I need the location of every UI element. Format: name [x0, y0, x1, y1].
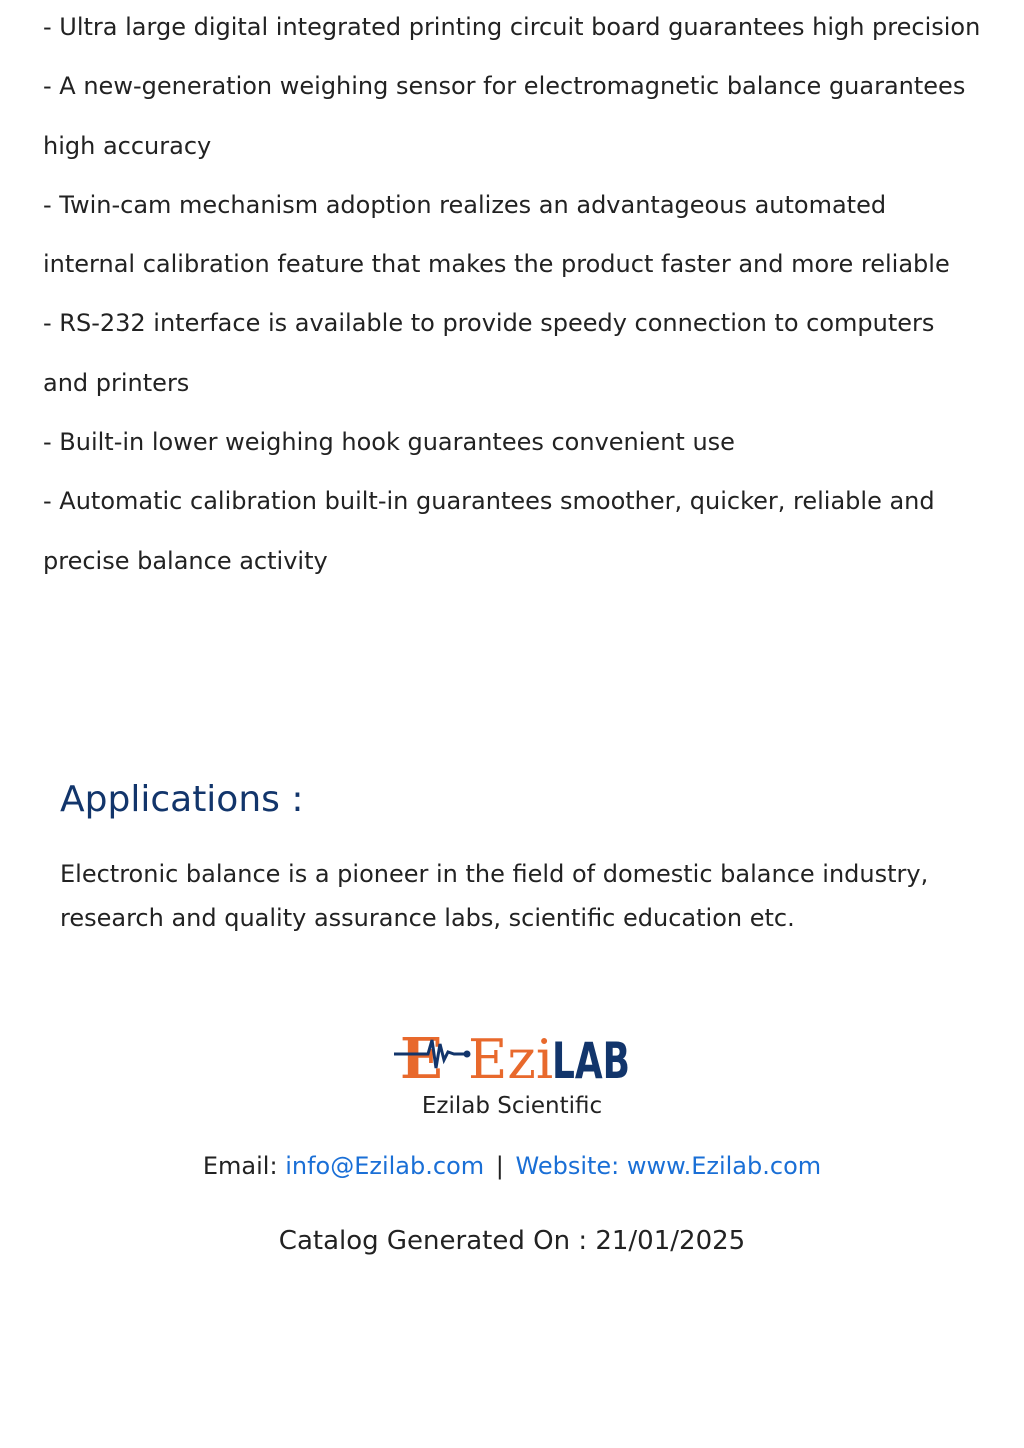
feature-item: - Ultra large digital integrated printing circuit board guarantees high precision [43, 13, 981, 41]
contact-line [0, 1149, 1024, 1183]
logo-text-ezi: Ezi [468, 1028, 554, 1091]
company-name: Ezilab Scientific [421, 1093, 603, 1119]
features-list [43, 0, 983, 591]
feature-item: - Automatic calibration built-in guarantees smoother, quicker, reliable and precise balance activity [43, 487, 935, 575]
feature-item: - A new-generation weighing sensor for electromagnetic balance guarantees high accuracy [43, 72, 966, 160]
feature-item: - RS-232 interface is available to provide speedy connection to computers and printers [43, 309, 935, 397]
applications-heading: Applications : [60, 779, 304, 820]
feature-item: - Twin-cam mechanism adoption realizes an advantageous automated internal calibration feature that makes the product faster and more reliable [43, 190, 950, 279]
applications-text: Electronic balance is a pioneer in the field of domestic balance industry, research and quality assurance labs, scientific education etc. [60, 860, 929, 932]
contact-separator: | [495, 1152, 504, 1180]
website-link[interactable]: Website: www.Ezilab.com [515, 1152, 822, 1180]
email-link[interactable]: info@Ezilab.com [285, 1152, 485, 1180]
ezilab-logo [392, 1022, 632, 1092]
logo-text-lab: LAB [552, 1032, 630, 1090]
email-label: Email: [202, 1152, 278, 1180]
feature-item: - Built-in lower weighing hook guarantees convenient use [43, 428, 735, 457]
logo-mark: E [400, 1026, 443, 1092]
catalog-generated-date: Catalog Generated On : 21/01/2025 [278, 1226, 746, 1256]
